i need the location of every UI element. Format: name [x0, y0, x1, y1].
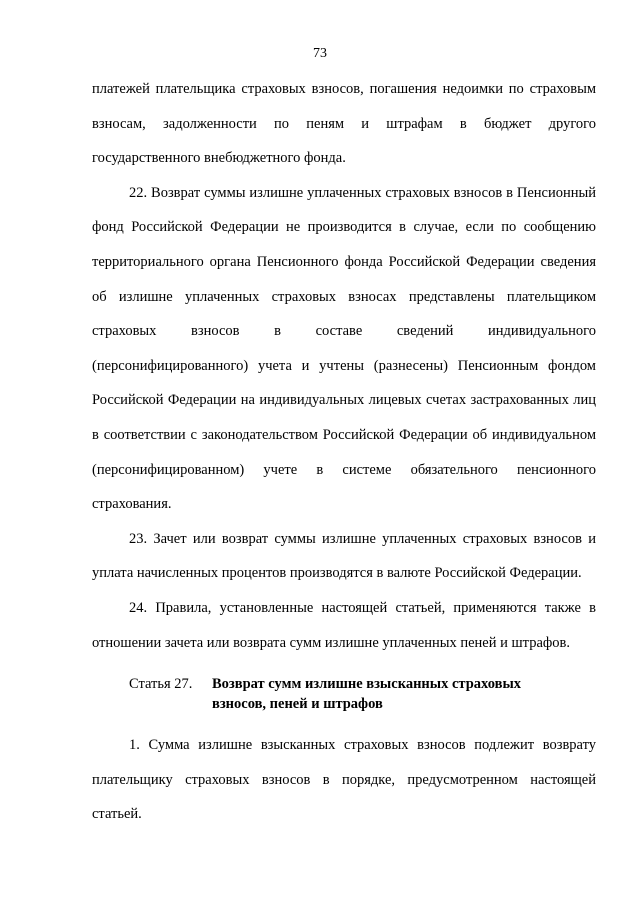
paragraph-27-1: 1. Сумма излишне взысканных страховых взносов подлежит возврату плательщику страховых взносов в порядке, предусмотренном настоящей статьей. — [92, 737, 596, 823]
page-number: 73 — [313, 46, 327, 61]
article-title-line-1: Возврат сумм излишне взысканных страховых — [212, 676, 522, 693]
paragraph-continued: платежей плательщика страховых взносов, погашения недоимки по страховым взносам, задолженности по пеням и штрафам в бюджет другого государственного внебюджетного фонда. — [92, 81, 596, 167]
paragraph-22: 22. Возврат суммы излишне уплаченных страховых взносов в Пенсионный фонд Российской Федерации не производится в случае, если по сообщению территориального органа Пенсионного фонда Российской Федерации сведения об излишне уплаченных страховых взносах представлены плательщиком страховых взносов в составе сведений индивидуального (персонифицированного) учета и учтены (разнесены) Пенсионным фондом Российской Федерации на индивидуальных лицевых счетах застрахованных лиц в соответствии с законодательством Российской Федерации об индивидуальном (персонифицированном) учете в системе обязательного пенсионного страхования. — [92, 184, 596, 513]
article-title — [212, 674, 542, 714]
paragraph-23: 23. Зачет или возврат суммы излишне уплаченных страховых взносов и уплата начисленных процентов производятся в валюте Российской Федерации. — [92, 530, 596, 582]
paragraph-24: 24. Правила, установленные настоящей статьей, применяются также в отношении зачета или возврата сумм излишне уплаченных пеней и штрафов. — [92, 599, 596, 651]
article-label: Статья 27. — [129, 676, 193, 693]
document-body — [92, 72, 596, 832]
article-heading — [92, 674, 596, 714]
article-title-line-2: взносов, пеней и штрафов — [212, 696, 383, 713]
